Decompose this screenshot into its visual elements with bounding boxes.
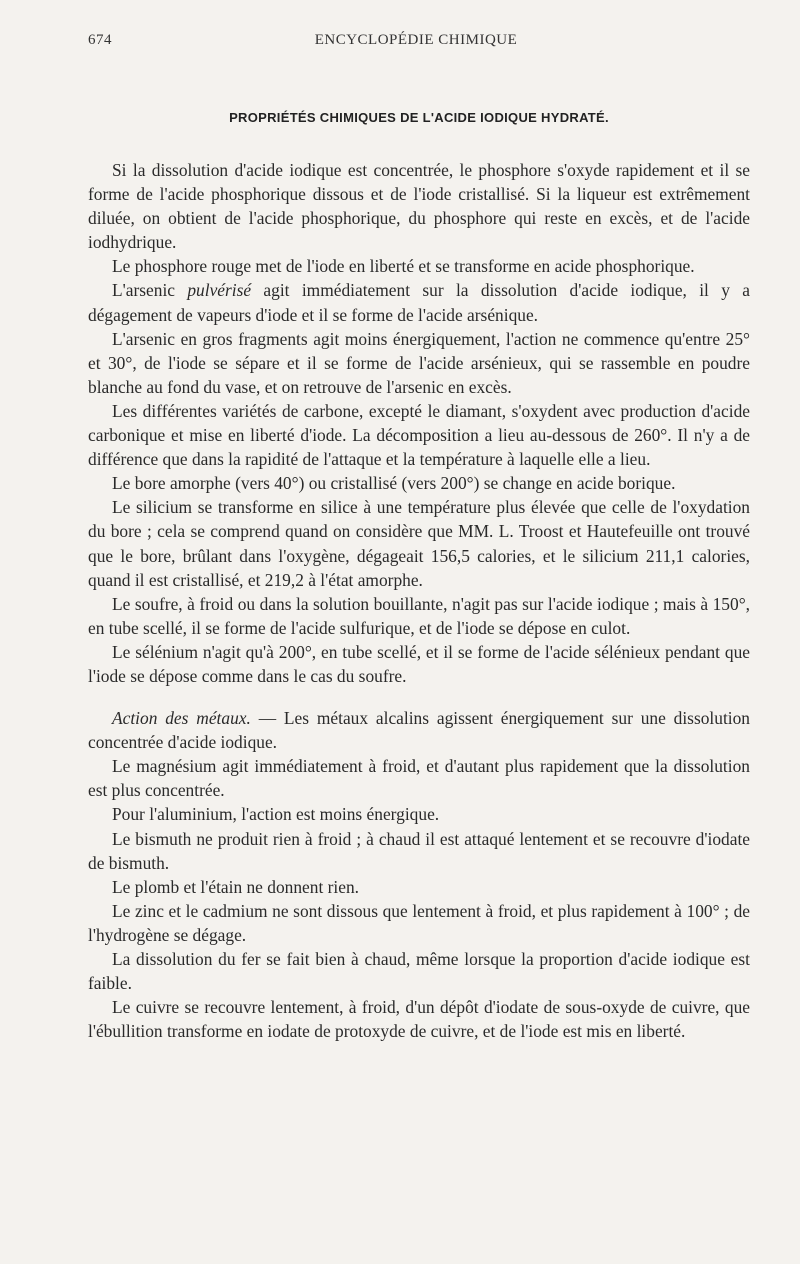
paragraph: Le phosphore rouge met de l'iode en liberté et se transforme en acide phosphorique. [112, 256, 695, 277]
paragraph-rest: — Les métaux alcalins agissent énergiquement sur une dissolution concentrée d'acide iodique. [88, 708, 750, 753]
paragraph: La dissolution du fer se fait bien à chaud, même lorsque la proportion d'acide iodique est faible. [88, 949, 750, 994]
paragraph: Le silicium se transforme en silice à une température plus élevée que celle de l'oxydation du bore ; cela se comprend quand on considère que MM. L. Troost et Hautefeuille ont trouvé que le bore, brûlant dans l'oxygène, dégageait 156,5 calories, et le silicium 211,1 calories, quand il est cristallisé, et 219,2 à l'état amorphe. [88, 497, 750, 590]
paragraph: Le bore amorphe (vers 40°) ou cristallisé (vers 200°) se change en acide borique. [112, 473, 676, 494]
paragraph: Le sélénium n'agit qu'à 200°, en tube scellé, et il se forme de l'acide sélénieux pendant que l'iode se dépose comme dans le cas du soufre. [88, 641, 750, 686]
paragraph-lead: L'arsenic [112, 280, 188, 301]
emphasis: pulvérisé [187, 280, 252, 301]
body-text [88, 158, 750, 1043]
emphasis: Action des métaux. [112, 708, 251, 729]
paragraph: L'arsenic en gros fragments agit moins énergiquement, l'action ne commence qu'entre 25° et 30°, de l'iode se sépare et il se forme de l'acide arsénieux, qui se rassemble en poudre blanche au fond du vase, et on retrouve de l'arsenic en excès. [88, 328, 750, 397]
paragraph: Les différentes variétés de carbone, excepté le diamant, s'oxydent avec production d'acide carbonique et mise en liberté d'iode. La décomposition a lieu au-dessous de 260°. Il n'y a de différence que dans la rapidité de l'attaque et la température à laquelle elle a lieu. [88, 400, 750, 470]
paragraph [88, 278, 750, 326]
section-title: PROPRIÉTÉS CHIMIQUES DE L'ACIDE IODIQUE HYDRATÉ. [229, 110, 609, 125]
paragraph-rest: agit immédiatement sur la dissolution d'acide iodique, il y a dégagement de vapeurs d'iode et il se forme de l'acide arsénique. [88, 280, 750, 325]
paragraph [88, 706, 750, 754]
paragraph: Le soufre, à froid ou dans la solution bouillante, n'agit pas sur l'acide iodique ; mais à 150°, en tube scellé, il se forme de l'acide sulfurique, et de l'iode se dépose en culot. [88, 593, 750, 638]
paragraph: Le magnésium agit immédiatement à froid, et d'autant plus rapidement que la dissolution est plus concentrée. [88, 756, 750, 801]
running-header [88, 32, 750, 49]
paragraph: Si la dissolution d'acide iodique est concentrée, le phosphore s'oxyde rapidement et il se forme de l'acide phosphorique dissous et de l'iode cristallisé. Si la liqueur est extrêmement diluée, on obtient de l'acide phosphorique, du phosphore qui reste en excès, et de l'acide iodhydrique. [88, 160, 750, 253]
paragraph: Le plomb et l'étain ne donnent rien. [112, 876, 360, 897]
paragraph: Le cuivre se recouvre lentement, à froid, d'un dépôt d'iodate de sous-oxyde de cuivre, que l'ébullition transforme en iodate de protoxyde de cuivre, et de l'iode est mis en liberté. [88, 997, 750, 1042]
page-number: 674 [88, 32, 112, 48]
paragraph: Le bismuth ne produit rien à froid ; à chaud il est attaqué lentement et se recouvre d'iodate de bismuth. [88, 828, 750, 873]
paragraph: Pour l'aluminium, l'action est moins énergique. [112, 804, 440, 825]
paragraph: Le zinc et le cadmium ne sont dissous que lentement à froid, et plus rapidement à 100° ; de l'hydrogène se dégage. [88, 900, 750, 945]
running-title: ENCYCLOPÉDIE CHIMIQUE [314, 32, 518, 48]
